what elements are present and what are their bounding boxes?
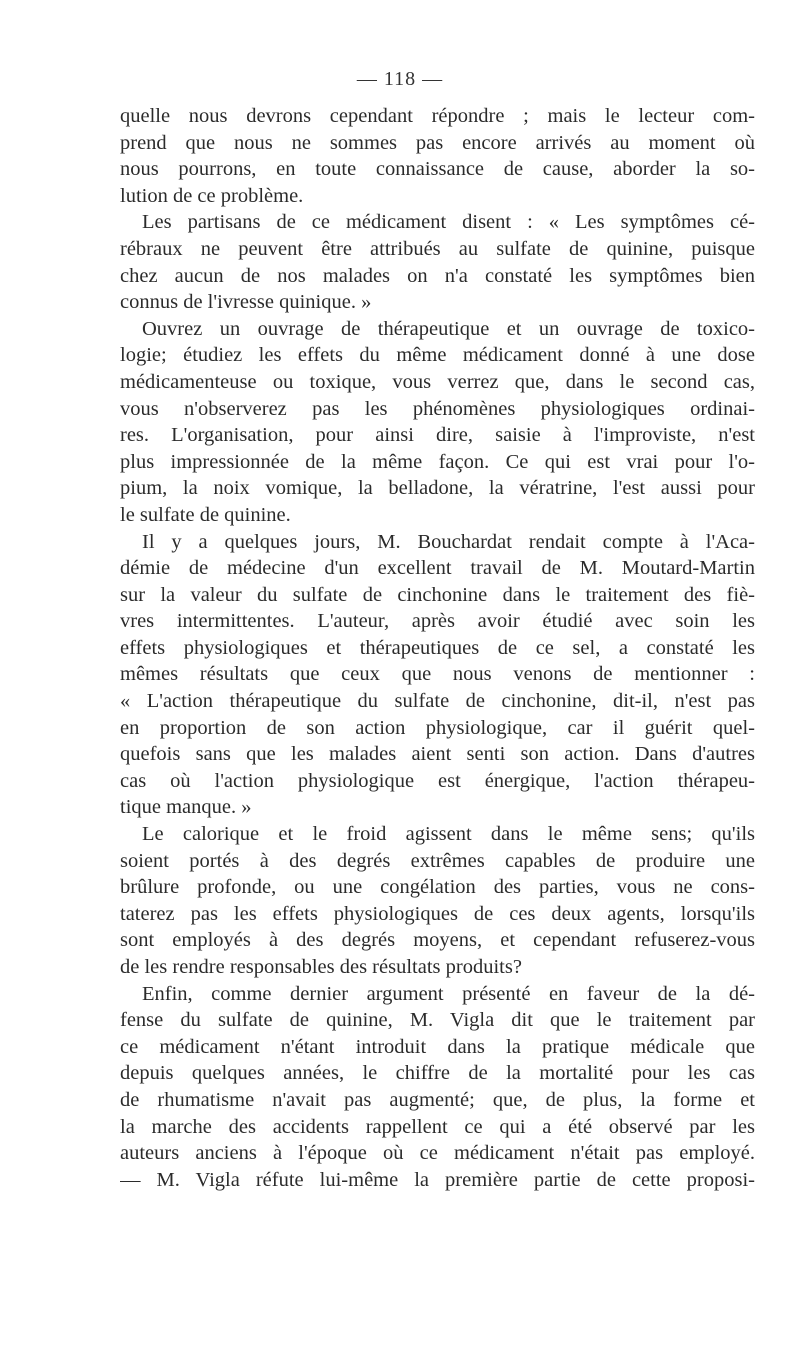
text-line: chez aucun de nos malades on n'a constaté les symptômes bien — [120, 264, 755, 287]
text-line: médicamenteuse ou toxique, vous verrez que, dans le second cas, — [120, 370, 755, 393]
text-line: — M. Vigla réfute lui-même la première partie de cette proposi- — [120, 1168, 755, 1191]
text-line: Il y a quelques jours, M. Bouchardat rendait compte à l'Aca- — [142, 530, 755, 553]
text-line: logie; étudiez les effets du même médicament donné à une dose — [120, 344, 755, 367]
text-line: soient portés à des degrés extrêmes capables de produire une — [120, 849, 755, 872]
text-line: la marche des accidents rappellent ce qui a été observé par les — [120, 1115, 755, 1138]
text-line: Ouvrez un ouvrage de thérapeutique et un ouvrage de toxico- — [142, 317, 755, 340]
text-line: effets physiologiques et thérapeutiques de ce sel, a constaté les — [120, 636, 755, 659]
text-line: quelle nous devrons cependant répondre ; mais le lecteur com- — [120, 105, 755, 127]
body-text — [120, 103, 755, 1193]
page-number: — 118 — — [356, 68, 444, 90]
text-line: tique manque. » — [120, 796, 252, 819]
text-line: en proportion de son action physiologique, car il guérit quel- — [120, 716, 755, 739]
text-line: taterez pas les effets physiologiques de ces deux agents, lorsqu'ils — [120, 902, 755, 925]
text-line: quefois sans que les malades aient senti son action. Dans d'autres — [120, 743, 755, 766]
text-line: pium, la noix vomique, la belladone, la vératrine, l'est aussi pour — [120, 477, 755, 500]
text-line: Enfin, comme dernier argument présenté en faveur de la dé- — [142, 982, 755, 1005]
text-line: prend que nous ne sommes pas encore arrivés au moment où — [120, 131, 755, 154]
text-line: vous n'observerez pas les phénomènes physiologiques ordinai- — [120, 397, 755, 420]
text-line: plus impressionnée de la même façon. Ce qui est vrai pour l'o- — [120, 450, 755, 473]
text-line: depuis quelques années, le chiffre de la mortalité pour les cas — [120, 1062, 755, 1085]
text-line: le sulfate de quinine. — [120, 503, 291, 526]
text-line: démie de médecine d'un excellent travail de M. Moutard-Martin — [120, 557, 755, 580]
text-line: res. L'organisation, pour ainsi dire, saisie à l'improviste, n'est — [120, 424, 755, 447]
text-line: mêmes résultats que ceux que nous venons de mentionner : — [120, 663, 755, 686]
text-line: fense du sulfate de quinine, M. Vigla dit que le traitement par — [120, 1009, 755, 1032]
text-line: rébraux ne peuvent être attribués au sulfate de quinine, puisque — [120, 237, 755, 260]
text-line: nous pourrons, en toute connaissance de cause, aborder la so- — [120, 158, 755, 181]
text-line: cas où l'action physiologique est énergique, l'action thérapeu- — [120, 769, 755, 792]
text-line: lution de ce problème. — [120, 184, 304, 207]
text-line: auteurs anciens à l'époque où ce médicament n'était pas employé. — [120, 1142, 755, 1165]
text-line: brûlure profonde, ou une congélation des parties, vous ne cons- — [120, 876, 755, 899]
text-line: Les partisans de ce médicament disent : « Les symptômes cé- — [142, 211, 755, 234]
text-line: ce médicament n'étant introduit dans la pratique médicale que — [120, 1035, 755, 1058]
text-line: sur la valeur du sulfate de cinchonine dans le traitement des fiè- — [120, 583, 755, 606]
text-line: de rhumatisme n'avait pas augmenté; que, de plus, la forme et — [120, 1088, 755, 1111]
text-line: vres intermittentes. L'auteur, après avoir étudié avec soin les — [120, 610, 755, 633]
text-line: connus de l'ivresse quinique. » — [120, 291, 372, 314]
text-line: « L'action thérapeutique du sulfate de cinchonine, dit-il, n'est pas — [120, 690, 755, 713]
text-line: de les rendre responsables des résultats produits? — [120, 956, 522, 978]
text-line: Le calorique et le froid agissent dans le même sens; qu'ils — [142, 823, 755, 846]
text-line: sont employés à des degrés moyens, et cependant refuserez-vous — [120, 929, 755, 952]
